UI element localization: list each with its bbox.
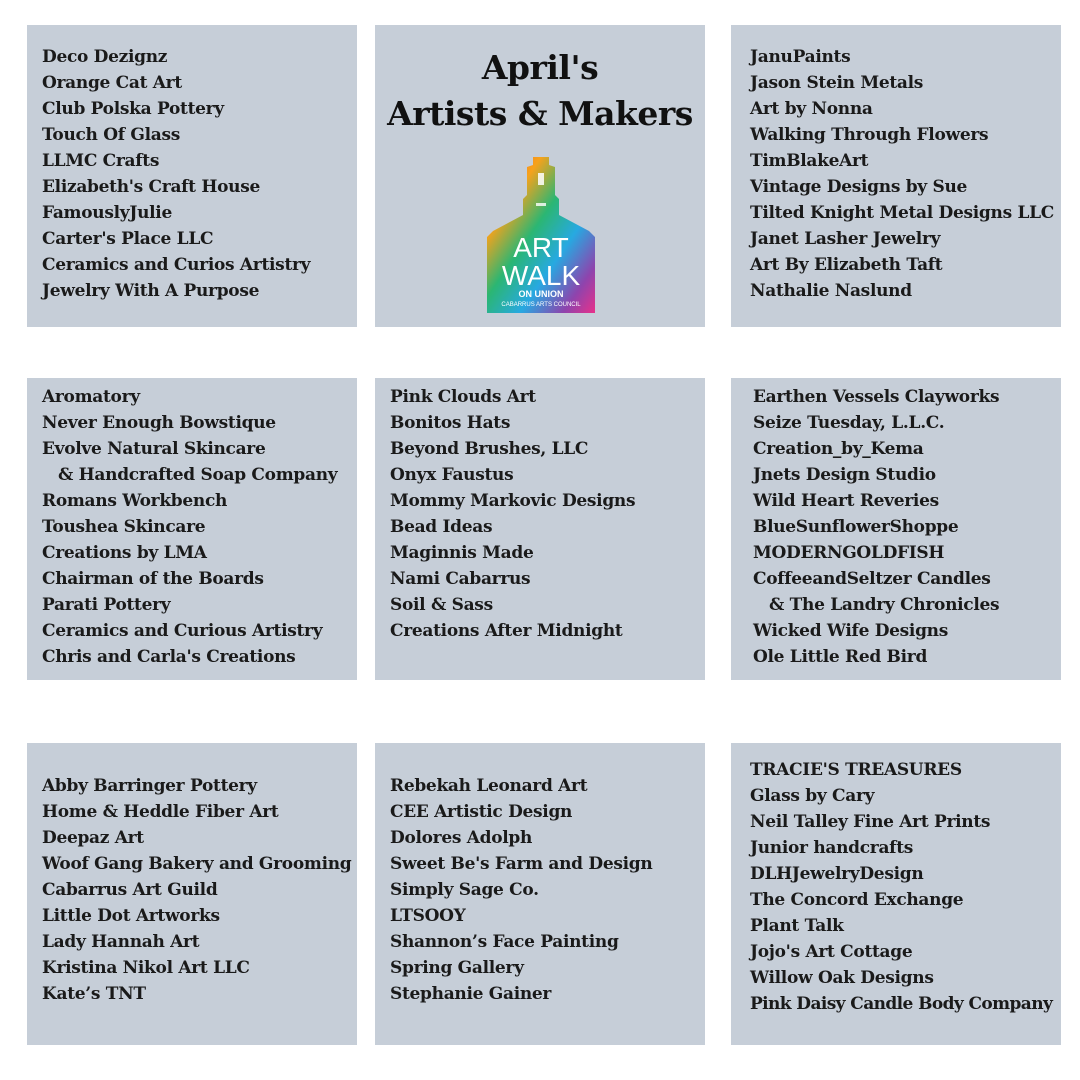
- vendor-name: & The Landry Chronicles: [769, 595, 1000, 615]
- vendor-name: Deco Dezignz: [42, 47, 168, 67]
- vendor-name: Spring Gallery: [390, 958, 524, 978]
- panel-bottom-center: [375, 743, 705, 1045]
- vendor-name: Orange Cat Art: [42, 73, 182, 93]
- vendor-name: Pink Clouds Art: [390, 387, 536, 407]
- vendor-name: Ceramics and Curios Artistry: [42, 255, 311, 275]
- vendor-list: [750, 44, 1054, 304]
- vendor-name: Art by Nonna: [750, 99, 873, 119]
- vendor-name: Earthen Vessels Clayworks: [753, 387, 1000, 407]
- vendor-name: FamouslyJulie: [42, 203, 172, 223]
- vendor-name: Bead Ideas: [390, 517, 493, 537]
- vendor-name: Soil & Sass: [390, 595, 493, 615]
- vendor-name: The Concord Exchange: [750, 890, 964, 910]
- vendor-name: Art By Elizabeth Taft: [750, 255, 943, 275]
- vendor-name: Walking Through Flowers: [750, 125, 989, 145]
- vendor-list: [390, 384, 635, 644]
- vendor-name: CoffeeandSeltzer Candles: [753, 569, 991, 589]
- logo-art-text: ART: [513, 232, 569, 263]
- vendor-name: Onyx Faustus: [390, 465, 514, 485]
- vendor-name: Lady Hannah Art: [42, 932, 200, 952]
- vendor-name: Abby Barringer Pottery: [42, 776, 257, 796]
- vendor-name: Deepaz Art: [42, 828, 144, 848]
- art-walk-logo: [483, 153, 599, 319]
- vendor-name: Pink Daisy Candle Body Company: [750, 994, 1053, 1014]
- vendor-name: Creations After Midnight: [390, 621, 623, 641]
- vendor-name: Beyond Brushes, LLC: [390, 439, 589, 459]
- page-subtitle: Artists & Makers: [387, 94, 693, 133]
- vendor-name: Carter's Place LLC: [42, 229, 214, 249]
- vendor-name: Woof Gang Bakery and Grooming: [42, 854, 352, 874]
- vendor-name: TRACIE'S TREASURES: [750, 760, 962, 780]
- logo-council-text: CABARRUS ARTS COUNCIL: [501, 302, 581, 308]
- vendor-name: Chairman of the Boards: [42, 569, 264, 589]
- panel-middle-right: [731, 378, 1061, 680]
- vendor-name: Willow Oak Designs: [750, 968, 934, 988]
- vendor-name: Maginnis Made: [390, 543, 534, 563]
- vendor-name: Simply Sage Co.: [390, 880, 539, 900]
- panel-bottom-right: [731, 743, 1061, 1045]
- logo-on-union-text: ON UNION: [518, 289, 564, 299]
- vendor-name: Parati Pottery: [42, 595, 171, 615]
- vendor-name: Rebekah Leonard Art: [390, 776, 588, 796]
- vendor-name: Stephanie Gainer: [390, 984, 552, 1004]
- vendor-name: Neil Talley Fine Art Prints: [750, 812, 991, 832]
- vendor-name: Jnets Design Studio: [753, 465, 936, 485]
- vendor-name: Cabarrus Art Guild: [42, 880, 218, 900]
- vendor-list: [390, 773, 652, 1007]
- vendor-name: Vintage Designs by Sue: [750, 177, 968, 197]
- vendor-name: Toushea Skincare: [42, 517, 206, 537]
- vendor-name: Elizabeth's Craft House: [42, 177, 260, 197]
- vendor-list: [42, 44, 310, 304]
- vendor-name: Janet Lasher Jewelry: [750, 229, 941, 249]
- page-title: April's: [481, 48, 599, 87]
- vendor-name: TimBlakeArt: [750, 151, 869, 171]
- vendor-name: Mommy Markovic Designs: [390, 491, 636, 511]
- vendor-name: Club Polska Pottery: [42, 99, 224, 119]
- vendor-name: Nathalie Naslund: [750, 281, 912, 301]
- vendor-name: Never Enough Bowstique: [42, 413, 276, 433]
- vendor-name: Wicked Wife Designs: [753, 621, 949, 641]
- vendor-list: [42, 384, 337, 670]
- vendor-name: Sweet Be's Farm and Design: [390, 854, 653, 874]
- vendor-name: Kate’s TNT: [42, 984, 146, 1004]
- vendor-name: Shannon’s Face Painting: [390, 932, 619, 952]
- vendor-name: BlueSunflowerShoppe: [753, 517, 959, 537]
- vendor-name: JanuPaints: [750, 47, 851, 67]
- vendor-name: Nami Cabarrus: [390, 569, 531, 589]
- vendor-name: Aromatory: [42, 387, 140, 407]
- panel-top-right: [731, 25, 1061, 327]
- panel-title: [375, 25, 705, 327]
- vendor-name: Jason Stein Metals: [750, 73, 924, 93]
- vendor-name: Home & Heddle Fiber Art: [42, 802, 279, 822]
- vendor-name: Creations by LMA: [42, 543, 207, 563]
- vendor-name: Little Dot Artworks: [42, 906, 220, 926]
- vendor-list: [753, 384, 999, 670]
- vendor-name: Plant Talk: [750, 916, 844, 936]
- vendor-name: Ceramics and Curious Artistry: [42, 621, 323, 641]
- vendor-name: Touch Of Glass: [42, 125, 181, 145]
- vendor-name: Jewelry With A Purpose: [42, 281, 260, 301]
- vendor-name: Glass by Cary: [750, 786, 875, 806]
- vendor-name: Kristina Nikol Art LLC: [42, 958, 250, 978]
- vendor-name: Evolve Natural Skincare: [42, 439, 266, 459]
- vendor-name: Wild Heart Reveries: [753, 491, 939, 511]
- panel-middle-left: [27, 378, 357, 680]
- panel-middle-center: [375, 378, 705, 680]
- vendor-name: Seize Tuesday, L.L.C.: [753, 413, 945, 433]
- vendor-name: LLMC Crafts: [42, 151, 160, 171]
- vendor-name: Junior handcrafts: [750, 838, 914, 858]
- vendor-name: Creation_by_Kema: [753, 439, 924, 459]
- vendor-name: Ole Little Red Bird: [753, 647, 928, 667]
- vendor-name: Chris and Carla's Creations: [42, 647, 296, 667]
- logo-walk-text: WALK: [501, 260, 581, 291]
- vendor-name: LTSOOY: [390, 906, 466, 926]
- vendor-name: & Handcrafted Soap Company: [58, 465, 338, 485]
- vendor-name: Jojo's Art Cottage: [750, 942, 913, 962]
- vendor-list: [750, 757, 1052, 1017]
- vendor-name: Romans Workbench: [42, 491, 228, 511]
- vendor-name: CEE Artistic Design: [390, 802, 573, 822]
- vendor-list: [42, 773, 351, 1007]
- panel-top-left: [27, 25, 357, 327]
- vendor-name: Tilted Knight Metal Designs LLC: [750, 203, 1054, 223]
- vendor-name: DLHJewelryDesign: [750, 864, 924, 884]
- panel-bottom-left: [27, 743, 357, 1045]
- vendor-name: Bonitos Hats: [390, 413, 511, 433]
- vendor-name: Dolores Adolph: [390, 828, 533, 848]
- vendor-name: MODERNGOLDFISH: [753, 543, 945, 563]
